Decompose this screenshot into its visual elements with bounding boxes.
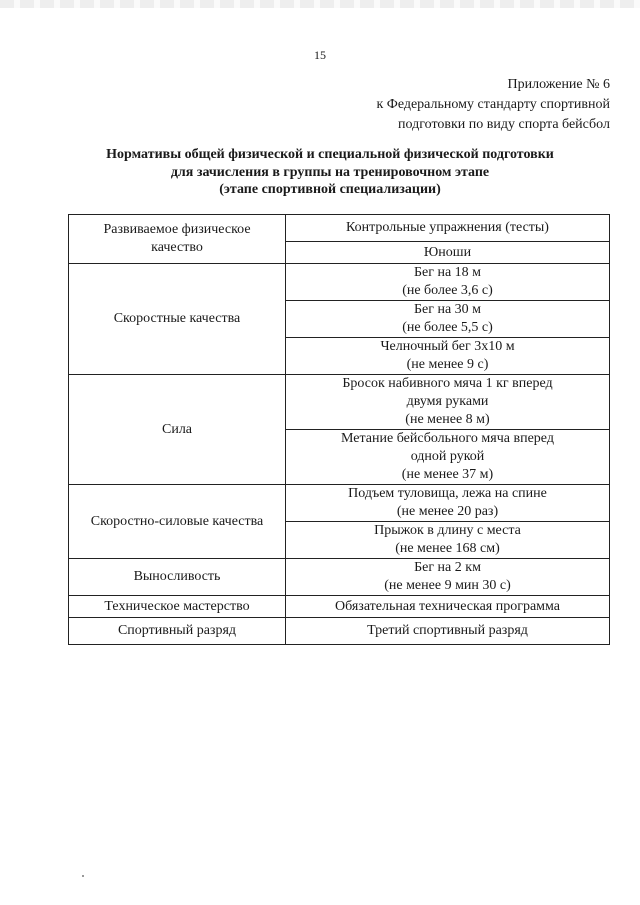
title-line-1: Нормативы общей физической и специальной физической подготовки bbox=[106, 147, 554, 162]
endurance-quality-cell: Выносливость bbox=[69, 559, 286, 596]
speed-test-3-cell bbox=[286, 338, 610, 375]
test-name: Бег на 18 м bbox=[413, 265, 482, 280]
header-group-cell: Юноши bbox=[286, 242, 610, 264]
header-quality-line-1: Развиваемое физическое bbox=[103, 222, 251, 237]
test-name-line-2: одной рукой bbox=[410, 449, 485, 464]
header-quality-cell bbox=[69, 215, 286, 264]
speed-test-2-cell bbox=[286, 301, 610, 338]
appendix-line-3: подготовки по виду спорта бейсбол bbox=[398, 117, 610, 132]
document-title bbox=[60, 146, 600, 199]
table-row bbox=[69, 618, 610, 645]
appendix-line-2: к Федеральному стандарту спортивной bbox=[376, 97, 610, 112]
test-name: Подъем туловища, лежа на спине bbox=[348, 486, 547, 501]
test-norm: (не менее 168 см) bbox=[395, 541, 500, 556]
table-header-row bbox=[69, 215, 610, 242]
header-tests-cell: Контрольные упражнения (тесты) bbox=[286, 215, 610, 242]
test-name-line-1: Метание бейсбольного мяча вперед bbox=[341, 431, 554, 446]
test-name-line-1: Бросок набивного мяча 1 кг вперед bbox=[342, 376, 553, 391]
title-line-3: (этапе спортивной специализации) bbox=[219, 182, 441, 197]
test-name-line-2: двумя руками bbox=[406, 394, 489, 409]
test-norm: (не менее 20 раз) bbox=[396, 504, 499, 519]
appendix-line-1: Приложение № 6 bbox=[507, 77, 610, 92]
test-norm: (не менее 9 мин 30 с) bbox=[384, 578, 511, 593]
test-name: Прыжок в длину с места bbox=[374, 523, 521, 538]
speed-quality-cell: Скоростные качества bbox=[69, 264, 286, 375]
table-row bbox=[69, 559, 610, 596]
test-norm: (не более 3,6 с) bbox=[402, 283, 493, 298]
strength-test-2-cell bbox=[286, 430, 610, 485]
title-line-2: для зачисления в группы на тренировочном этапе bbox=[170, 164, 490, 180]
speed-strength-quality-cell: Скоростно-силовые качества bbox=[69, 485, 286, 559]
test-norm: (не менее 8 м) bbox=[405, 412, 490, 427]
table-row bbox=[69, 596, 610, 618]
technique-quality-cell: Техническое мастерство bbox=[69, 596, 286, 618]
endurance-test-1-cell bbox=[286, 559, 610, 596]
test-name: Челночный бег 3х10 м bbox=[380, 339, 515, 354]
rank-quality-cell: Спортивный разряд bbox=[69, 618, 286, 645]
test-name: Бег на 30 м bbox=[413, 302, 482, 317]
speed-strength-test-2-cell bbox=[286, 522, 610, 559]
appendix-header bbox=[290, 75, 610, 135]
scan-edge-artifact bbox=[0, 0, 640, 8]
table-row bbox=[69, 375, 610, 430]
test-norm: (не более 5,5 с) bbox=[402, 320, 493, 335]
norms-table bbox=[68, 214, 610, 645]
table-row bbox=[69, 485, 610, 522]
header-quality-line-2: качество bbox=[151, 240, 203, 255]
rank-test-cell: Третий спортивный разряд bbox=[286, 618, 610, 645]
speed-strength-test-1-cell bbox=[286, 485, 610, 522]
test-name: Бег на 2 км bbox=[414, 560, 481, 575]
strength-test-1-cell bbox=[286, 375, 610, 430]
test-norm: (не менее 9 с) bbox=[406, 357, 489, 372]
table-row bbox=[69, 264, 610, 301]
speed-test-1-cell bbox=[286, 264, 610, 301]
test-norm: (не менее 37 м) bbox=[401, 467, 494, 482]
scan-speck bbox=[82, 875, 84, 877]
technique-test-cell: Обязательная техническая программа bbox=[286, 596, 610, 618]
strength-quality-cell: Сила bbox=[69, 375, 286, 485]
page-number: 15 bbox=[314, 48, 326, 62]
